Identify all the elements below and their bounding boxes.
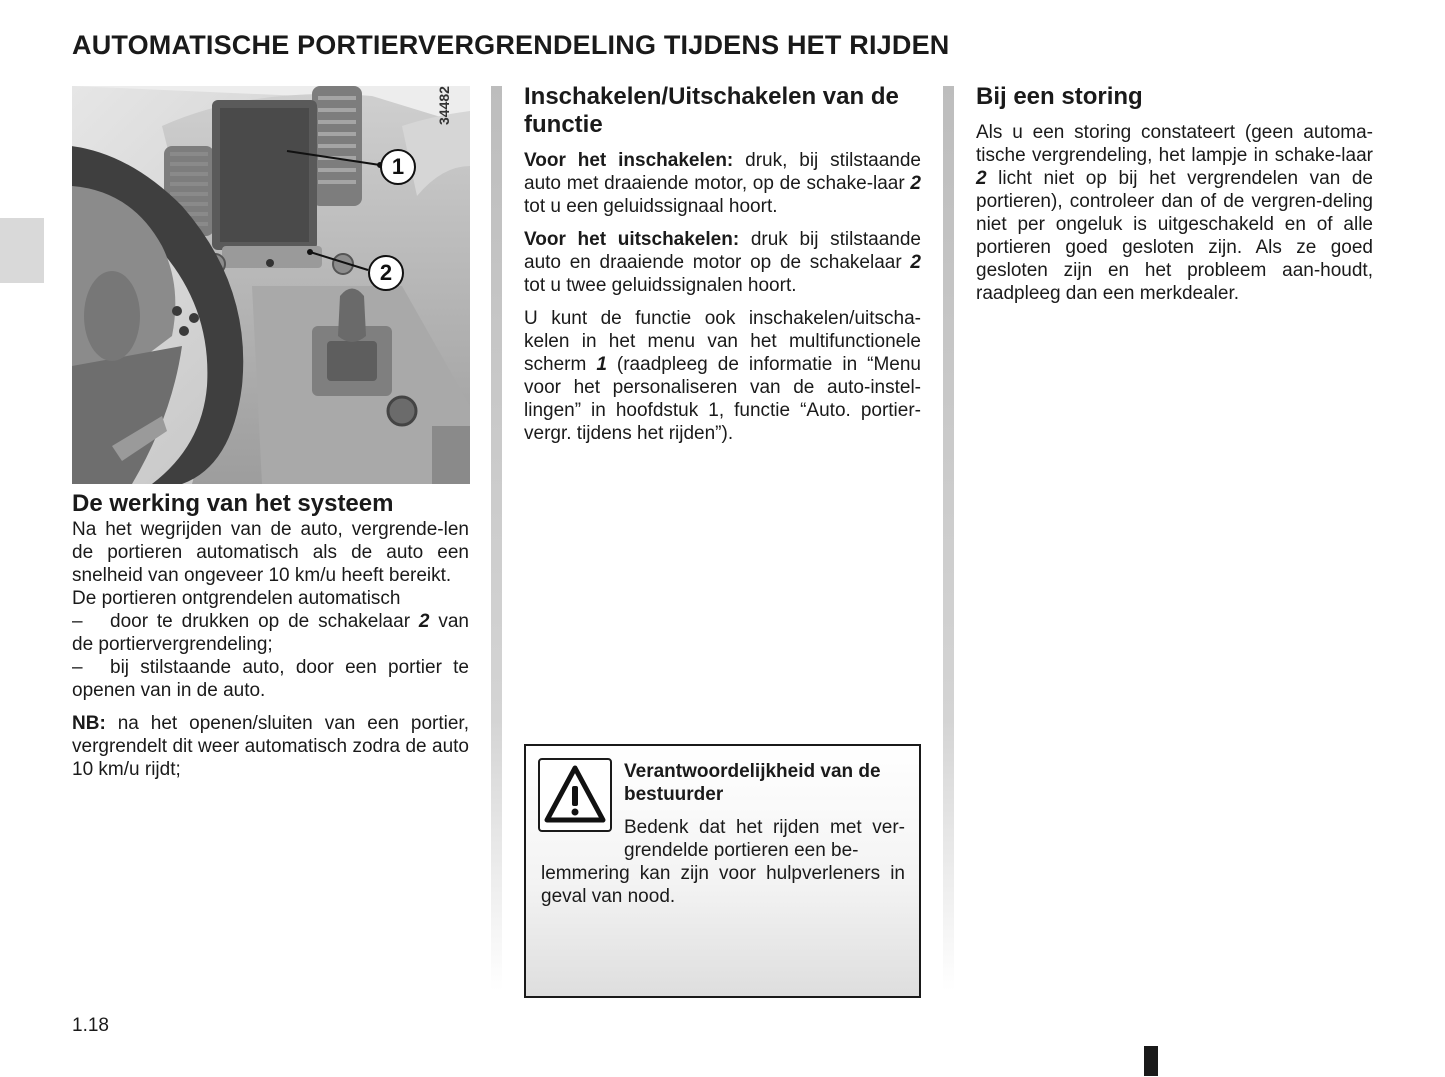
callout-2: 2 <box>368 255 404 291</box>
column-divider <box>491 86 502 991</box>
section-heading: Bij een storing <box>976 83 1143 110</box>
warning-box <box>524 744 921 998</box>
section-heading: De werking van het systeem <box>72 490 394 517</box>
paragraph: Voor het uitschakelen: druk bij stilstaande auto en draaiende motor op de schakelaar 2 tot u twee geluidssignalen hoort. <box>524 229 921 296</box>
section-enable-disable <box>524 83 921 445</box>
paragraph: Voor het inschakelen: druk, bij stilstaande auto met draaiende motor, op de schake-laar 2 tot u een geluidssignaal hoort. <box>524 150 921 217</box>
section-end-mark <box>1144 1046 1158 1076</box>
note-paragraph: NB: na het openen/sluiten van een portier, vergrendelt dit weer automatisch zodra de auto 10 km/u rijdt; <box>72 713 469 780</box>
warning-title: Verantwoordelijkheid van de bestuurder <box>624 761 881 805</box>
list-item: – door te drukken op de schakelaar 2 van de portiervergrendeling; <box>72 611 469 655</box>
page-title: AUTOMATISCHE PORTIERVERGRENDELING TIJDENS HET RIJDEN <box>72 30 950 60</box>
section-heading: Inschakelen/Uitschakelen van de functie <box>524 83 899 138</box>
column-divider <box>943 86 954 991</box>
paragraph: Na het wegrijden van de auto, vergrende-len de portieren automatisch als de auto een snelheid van ongeveer 10 km/u heeft bereikt. <box>72 519 469 586</box>
paragraph: U kunt de functie ook inschakelen/uitscha-kelen in het menu van het multifunctionele scherm 1 (raadpleeg de informatie in “Menu voor het personaliseren van de auto-instel-lingen” in hoofdstuk 1, functie “Auto. portier-vergr. tijdens het rijden”). <box>524 308 921 444</box>
paragraph: Als u een storing constateert (geen automa-tische vergrendeling, het lampje in schake-laar 2 licht niet op bij het vergrendelen van de portieren), controleer dan of de vergren-deling niet per ongeluk is uitgeschakeld en of alle portieren goed gesloten zijn. Als ze goed gesloten zijn en het probleem aan-houdt, raadpleeg dan een merkdealer. <box>976 122 1373 304</box>
chapter-tab <box>0 218 44 283</box>
paragraph: De portieren ontgrendelen automatisch <box>72 588 401 609</box>
section-malfunction <box>976 83 1373 305</box>
dashboard-illustration <box>72 86 470 484</box>
section-system-operation <box>72 490 469 781</box>
list-item: – bij stilstaande auto, door een portier te openen van in de auto. <box>72 657 469 701</box>
figure-reference-number: 34482 <box>436 86 452 125</box>
page-number: 1.18 <box>72 1015 109 1036</box>
warning-text: Bedenk dat het rijden met ver-grendelde portieren een be- lemmering kan zijn voor hulpverleners in geval van nood. <box>541 817 905 907</box>
callout-1: 1 <box>380 149 416 185</box>
